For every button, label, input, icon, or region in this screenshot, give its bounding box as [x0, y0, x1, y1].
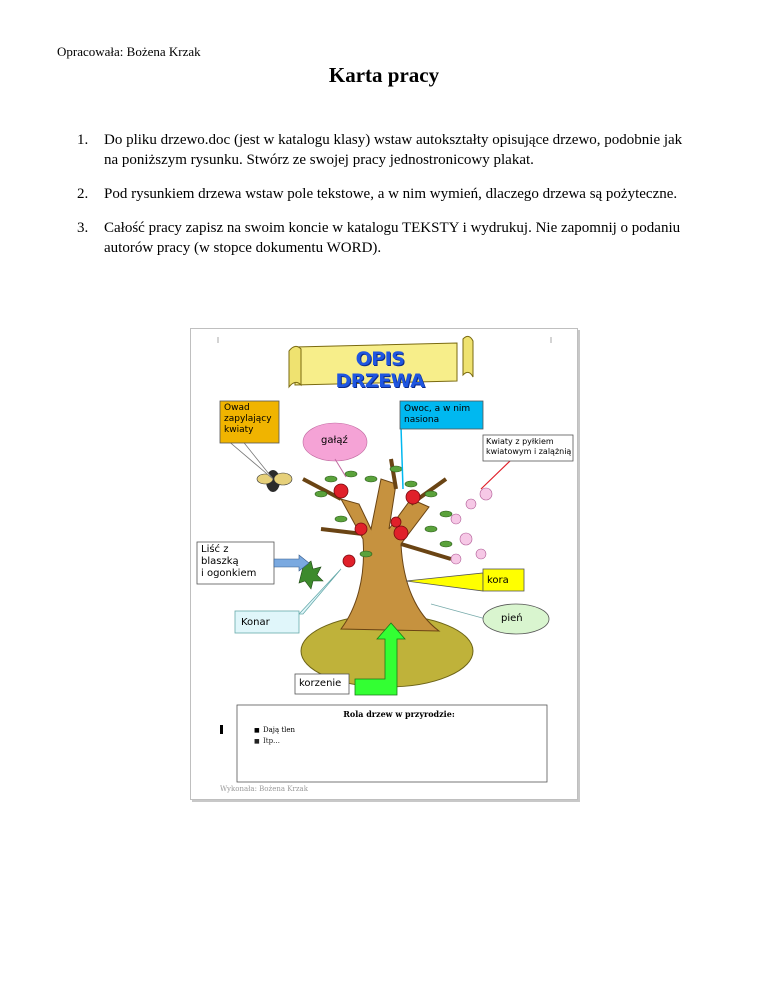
task-number: 3. — [77, 220, 89, 236]
task-number: 2. — [77, 186, 89, 202]
task-item — [0, 184, 700, 204]
task-text: Pod rysunkiem drzewa wstaw pole tekstowe, a w nim wymień, dlaczego drzewa są pożyteczne. — [104, 186, 678, 202]
insect-label: Owad zapylający kwiaty — [224, 403, 272, 435]
role-item: ■ Itp… — [263, 737, 280, 745]
blossoms — [451, 488, 492, 564]
limb-label: Konar — [241, 617, 270, 628]
task-text: Do pliku drzewo.doc (jest w katalogu klasy) wstaw autokształty opisujące drzewo, podobnie jak na poniższym rysunku. Stwórz ze swojej pracy jednostronicowy plakat. — [104, 132, 683, 168]
role-box-title: Rola drzew w przyrodzie: — [343, 709, 455, 719]
tree-trunk — [341, 479, 439, 631]
bark-label: kora — [487, 575, 509, 586]
roots-label: korzenie — [299, 678, 342, 689]
task-text: Całość pracy zapisz na swoim koncie w katalogu TEKSTY i wydrukuj. Nie zapomnij o podaniu autorów pracy (w stopce dokumentu WORD). — [104, 220, 681, 256]
task-list — [0, 130, 700, 272]
author-line: Opracowała: Bożena Krzak — [57, 44, 201, 59]
figure-footer: Wykonała: Bożena Krzak — [220, 785, 308, 793]
insect-drawing — [257, 470, 292, 492]
task-item — [0, 218, 700, 258]
tree-worksheet-figure — [190, 328, 578, 800]
fruit-label: Owoc, a w nim nasiona — [404, 404, 471, 425]
role-item: ■ Dają tlen — [263, 726, 295, 734]
banner-title: OPIS DRZEWA — [335, 348, 425, 392]
task-number: 1. — [77, 132, 89, 148]
task-item — [0, 130, 700, 170]
flowers-label: Kwiaty z pyłkiem kwiatowym i zalążnią — [486, 437, 572, 456]
trunk-label: pień — [501, 613, 523, 624]
leaf-label: Liść z blaszką i ogonkiem — [201, 544, 257, 579]
page-title: Karta pracy — [328, 63, 440, 87]
branch-label: gałąź — [321, 435, 348, 446]
